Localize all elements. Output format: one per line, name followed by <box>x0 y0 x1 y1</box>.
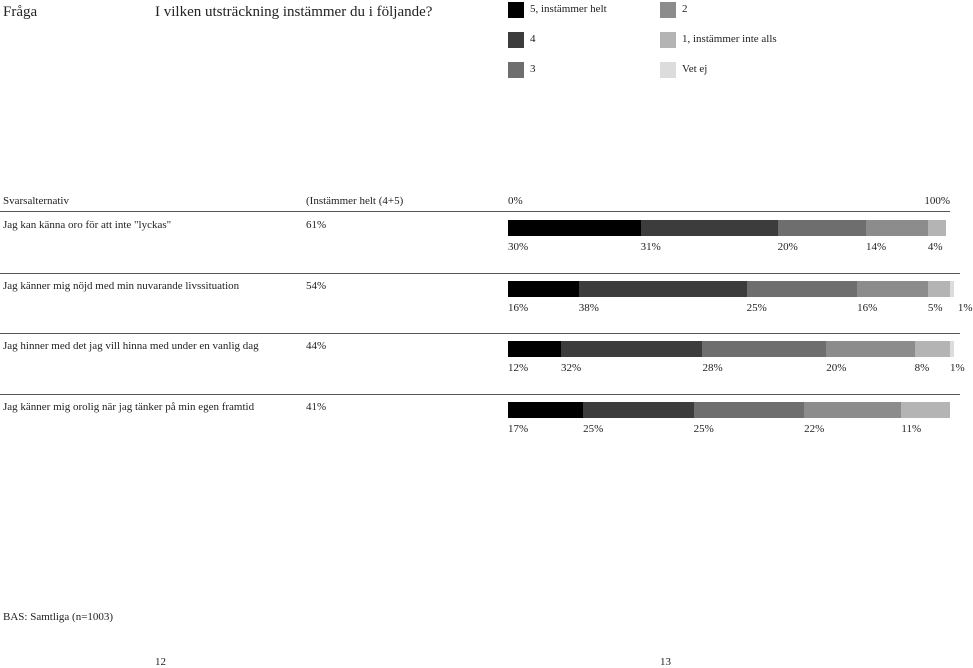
bar-segment <box>950 281 954 297</box>
legend-label: 1, instämmer inte alls <box>682 33 777 45</box>
bar-segment <box>778 220 866 236</box>
stacked-bar <box>508 341 950 357</box>
legend-label: 3 <box>530 63 536 75</box>
bar-segment <box>747 281 858 297</box>
bar-segment <box>579 281 747 297</box>
bar-segment <box>508 281 579 297</box>
segment-value-label: 30% <box>508 241 529 253</box>
bar-segment <box>641 220 778 236</box>
bar-segment <box>826 341 914 357</box>
row-agree-share: 61% <box>306 219 327 231</box>
segment-value-label: 1% <box>957 302 973 314</box>
legend-label: 5, instämmer helt <box>530 3 607 15</box>
page-number-left: 12 <box>155 656 166 668</box>
row-divider <box>0 394 960 395</box>
stacked-bar <box>508 402 950 418</box>
legend-swatch <box>508 2 524 18</box>
bar-segment <box>702 341 826 357</box>
segment-value-label: 1% <box>950 362 965 374</box>
bar-segment <box>866 220 928 236</box>
row-agree-share: 54% <box>306 280 327 292</box>
bar-segment <box>857 281 928 297</box>
bar-segment <box>583 402 694 418</box>
bar-segment <box>508 341 561 357</box>
segment-value-label: 25% <box>693 423 714 435</box>
segment-value-label: 28% <box>702 362 723 374</box>
segment-value-label: 4% <box>927 241 943 253</box>
bar-segment <box>508 220 641 236</box>
segment-value-label: 17% <box>508 423 529 435</box>
segment-value-label: 20% <box>826 362 847 374</box>
legend-swatch <box>508 32 524 48</box>
bar-segment <box>915 341 950 357</box>
bar-segment <box>804 402 901 418</box>
row-agree-share: 44% <box>306 340 327 352</box>
scale-max-label: 100% <box>924 195 950 207</box>
legend-label: 2 <box>682 3 688 15</box>
row-label: Jag kan känna oro för att inte "lyckas" <box>3 219 172 231</box>
row-label: Jag känner mig orolig när jag tänker på min egen framtid <box>3 401 255 413</box>
segment-value-label: 31% <box>640 241 661 253</box>
column-header-alternatives: Svarsalternativ <box>3 195 69 207</box>
header-rule <box>0 211 950 212</box>
segment-value-label: 16% <box>508 302 529 314</box>
row-agree-share: 41% <box>306 401 327 413</box>
legend-label: Vet ej <box>682 63 708 75</box>
segment-value-label: 25% <box>746 302 767 314</box>
segment-value-label: 22% <box>804 423 825 435</box>
base-note: BAS: Samtliga (n=1003) <box>3 611 114 623</box>
segment-value-label: 14% <box>866 241 887 253</box>
stacked-bar <box>508 220 950 236</box>
row-label: Jag hinner med det jag vill hinna med under en vanlig dag <box>3 340 259 352</box>
bar-segment <box>928 220 946 236</box>
column-header-agree: (Instämmer helt (4+5) <box>306 195 404 207</box>
bar-segment <box>928 281 950 297</box>
bar-segment <box>901 402 950 418</box>
segment-value-label: 5% <box>927 302 943 314</box>
stacked-bar <box>508 281 950 297</box>
question-label: Fråga <box>3 4 38 20</box>
bar-segment <box>508 402 583 418</box>
legend-label: 4 <box>530 33 536 45</box>
segment-value-label: 11% <box>901 423 922 435</box>
segment-value-label: 20% <box>777 241 798 253</box>
bar-segment <box>950 341 954 357</box>
row-divider <box>0 333 960 334</box>
scale-min-label: 0% <box>508 195 523 207</box>
page-number-right: 13 <box>660 656 671 668</box>
legend-swatch <box>660 32 676 48</box>
segment-value-label: 38% <box>578 302 599 314</box>
segment-value-label: 16% <box>857 302 878 314</box>
legend-swatch <box>660 62 676 78</box>
question-text: I vilken utsträckning instämmer du i följande? <box>155 4 433 20</box>
segment-value-label: 12% <box>508 362 529 374</box>
legend-swatch <box>660 2 676 18</box>
bar-segment <box>694 402 805 418</box>
segment-value-label: 25% <box>583 423 604 435</box>
row-label: Jag känner mig nöjd med min nuvarande livssituation <box>3 280 240 292</box>
row-divider <box>0 273 960 274</box>
bar-segment <box>561 341 702 357</box>
legend-swatch <box>508 62 524 78</box>
segment-value-label: 8% <box>914 362 930 374</box>
segment-value-label: 32% <box>561 362 582 374</box>
